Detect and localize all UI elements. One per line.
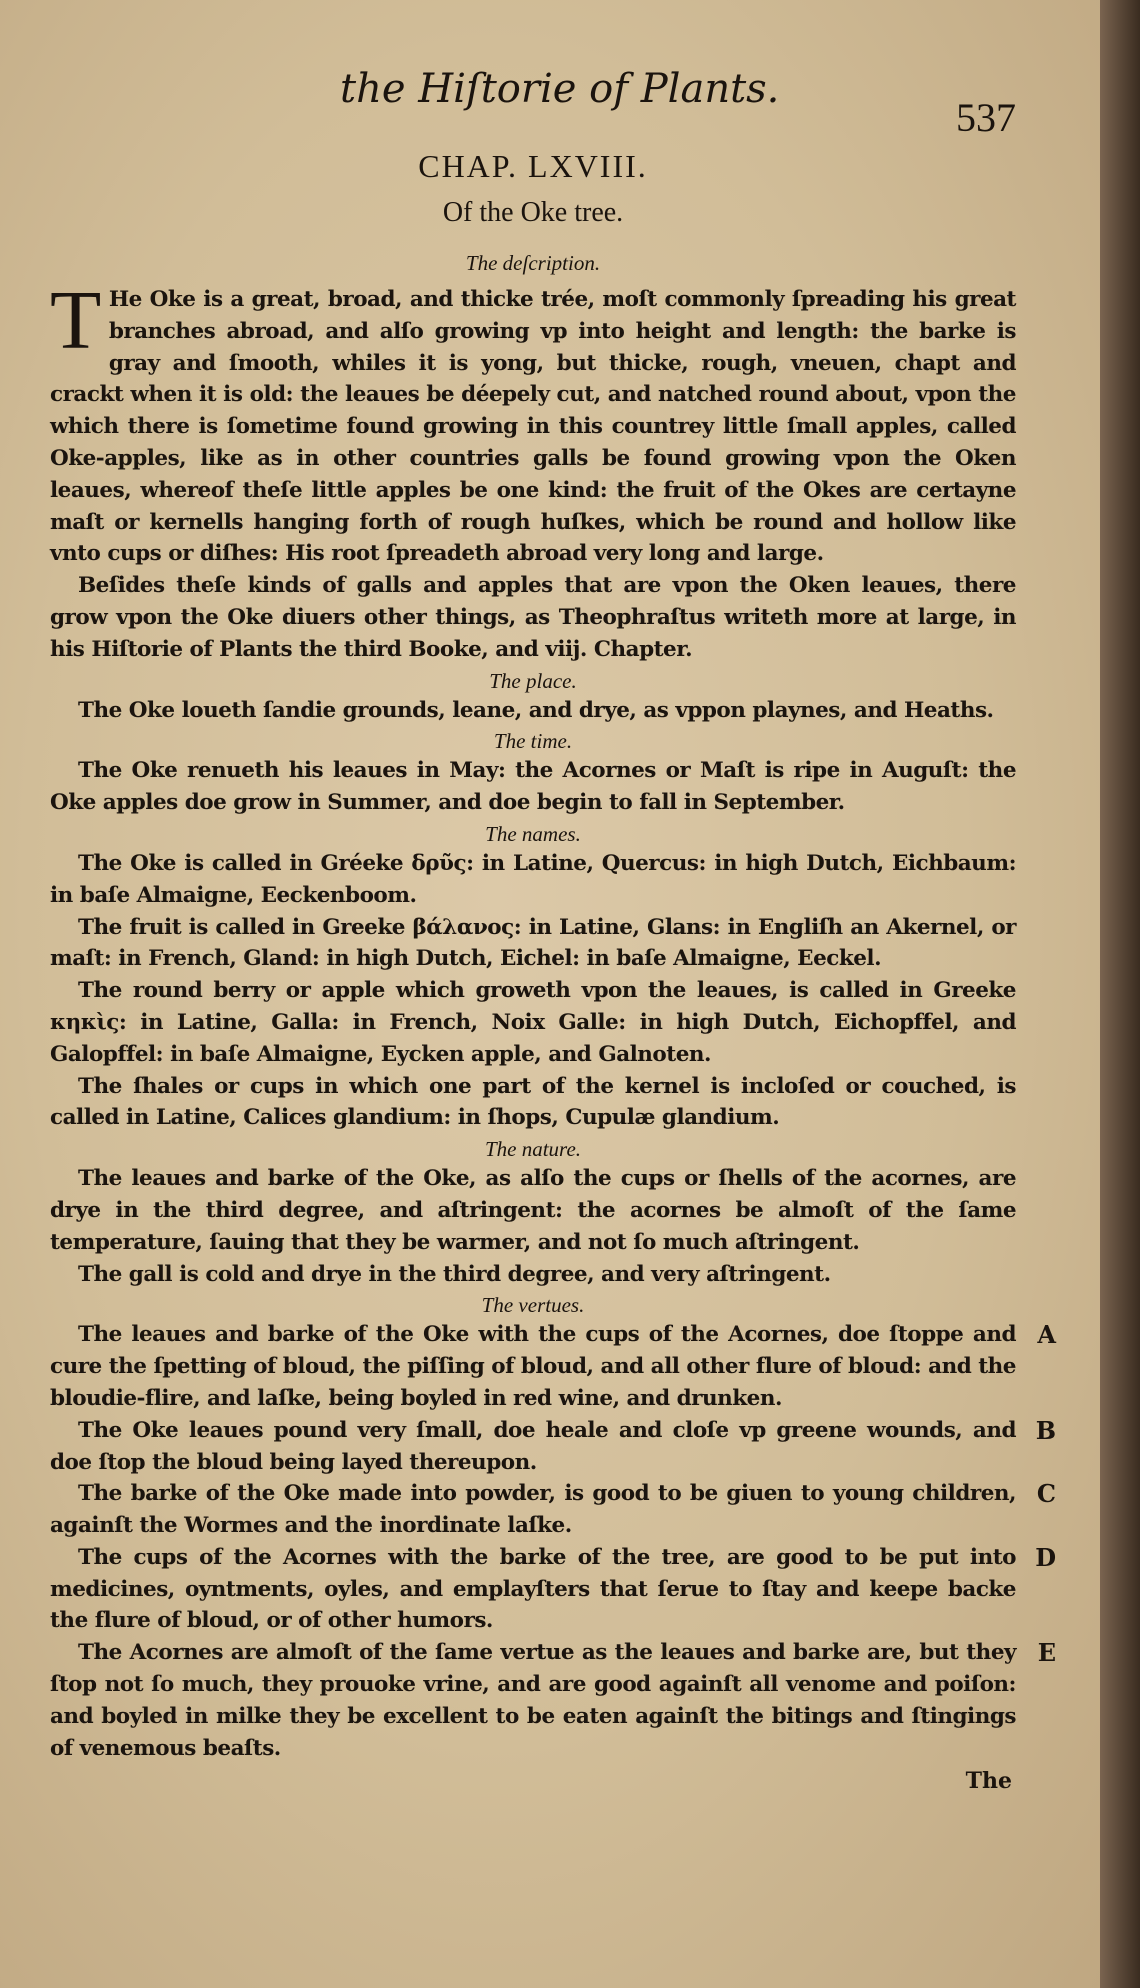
paragraph-names-1: The Oke is called in Gréeke δρῦς: in Latine, Quercus: in high Dutch, Eichbaum: in baſe Almaigne, Eeckenboom.: [50, 850, 1016, 908]
vertue-row-e: [50, 1637, 1056, 1764]
margin-letter-a: A: [1037, 1320, 1056, 1350]
vertue-row-d: [50, 1542, 1056, 1637]
drop-cap: T: [50, 274, 101, 367]
catchword: The: [965, 1768, 1012, 1795]
paragraph-vertue-c: The barke of the Oke made into powder, is good to be giuen to young children, againſt the Wormes and the inordinate laſke.: [50, 1481, 1016, 1539]
page-edge: [1100, 0, 1140, 1988]
paragraph-nature-2: The gall is cold and drye in the third degree, and very aſtringent.: [78, 1261, 831, 1287]
chapter-title: Of the Oke tree.: [442, 197, 624, 228]
vertue-row-b: [50, 1415, 1056, 1479]
section-heading-names: The names.: [485, 821, 581, 846]
margin-letter-b: B: [1035, 1415, 1056, 1445]
paragraph-description-2: Beſides theſe kinds of galls and apples that are vpon the Oken leaues, there grow vpon the Oke diuers other things, as Theophraſtus writeth more at large, in his Hiſtorie of Plants the third Booke, and viij. Chapter.: [50, 573, 1016, 662]
section-heading-description: The deſcription.: [465, 251, 601, 275]
vertue-row-a: [50, 1319, 1056, 1414]
paragraph-names-4: The ſhales or cups in which one part of the kernel is incloſed or couched, is called in Latine, Calices glandium: in ſhops, Cupulæ glandium.: [50, 1073, 1016, 1131]
paragraph-vertue-b: The Oke leaues pound very ſmall, doe heale and cloſe vp greene wounds, and doe ſtop the bloud being layed thereupon.: [50, 1417, 1016, 1475]
section-heading-time: The time.: [493, 729, 573, 754]
running-head: [50, 60, 1016, 140]
paragraph-vertue-e: The Acornes are almoſt of the ſame vertue as the leaues and barke are, but they ſtop not ſo much, they prouoke vrine, and are good againſt all venome and poiſon: and boyled in milke they be excellent to be eaten againſt the bitings and ſtingings of venemous beaſts.: [50, 1640, 1016, 1761]
paragraph-time: The Oke renueth his leaues in May: the Acornes or Maſt is ripe in Auguſt: the Oke apples doe grow in Summer, and doe begin to fall in September.: [50, 758, 1016, 816]
section-heading-place: The place.: [489, 668, 577, 693]
paragraph-vertue-a: The leaues and barke of the Oke with the cups of the Acornes, doe ſtoppe and cure the ſpetting of bloud, the piſſing of bloud, and all other flure of bloud: and the bloudie-flire, and laſke, being boyled in red wine, and drunken.: [50, 1322, 1016, 1411]
margin-letter-d: D: [1035, 1542, 1056, 1572]
page-number: 537: [956, 95, 1016, 140]
paragraph-vertue-d: The cups of the Acornes with the barke of the tree, are good to be put into medicines, oyntments, oyles, and emplayſters that ſerue to ſtay and keepe backe the flure of bloud, or of other humors.: [50, 1544, 1016, 1634]
paragraph-names-3: The round berry or apple which groweth vpon the leaues, is called in Greeke κηκὶς: in Latine, Galla: in French, Noix Galle: in high Dutch, Eichopffel, and Galopffel: in baſe Almaigne, Eycken apple, and Galnoten.: [50, 978, 1016, 1067]
running-title: the Hiſtorie of Plants.: [340, 66, 780, 112]
section-heading-vertues: The vertues.: [481, 1293, 585, 1318]
section-heading-nature: The nature.: [484, 1137, 582, 1162]
vertue-row-c: [50, 1478, 1056, 1542]
margin-letter-c: C: [1036, 1479, 1056, 1509]
paragraph-description-1: [50, 274, 1016, 570]
chapter-number: CHAP. LXVIII.: [418, 148, 648, 184]
paragraph-nature-1: The leaues and barke of the Oke, as alſo the cups or ſhells of the acornes, are drye in the third degree, and aſtringent: the acornes be almoſt of the ſame temperature, ſauing that they be warmer, and not ſo much aſtringent.: [50, 1166, 1016, 1255]
paragraph-place: The Oke loueth ſandie grounds, leane, and drye, as vppon playnes, and Heaths.: [78, 697, 994, 723]
paragraph-names-2: The fruit is called in Greeke βάλανος: in Latine, Glans: in Engliſh an Akernel, or maſt: in French, Gland: in high Dutch, Eichel: in baſe Almaigne, Eeckel.: [50, 914, 1016, 972]
paragraph-text: He Oke is a great, broad, and thicke trée, moſt commonly ſpreading his great branches abroad, and alſo growing vp into height and length: the barke is gray and ſmooth, whiles it is yong, but thicke, rough, vneuen, chapt and crackt when it is old: the leaues be déepely cut, and natched round about, vpon the which there is ſometime found growing in this countrey little ſmall apples, called Oke-apples, like as in other countries galls be found growing vpon the Oken leaues, whereof theſe little apples be one kind: the fruit of the Okes are certayne maſt or kernells hanging forth of rough huſkes, which be round and hollow like vnto cups or diſhes: His root ſpreadeth abroad very long and large.: [50, 287, 1016, 567]
margin-letter-e: E: [1037, 1638, 1056, 1668]
